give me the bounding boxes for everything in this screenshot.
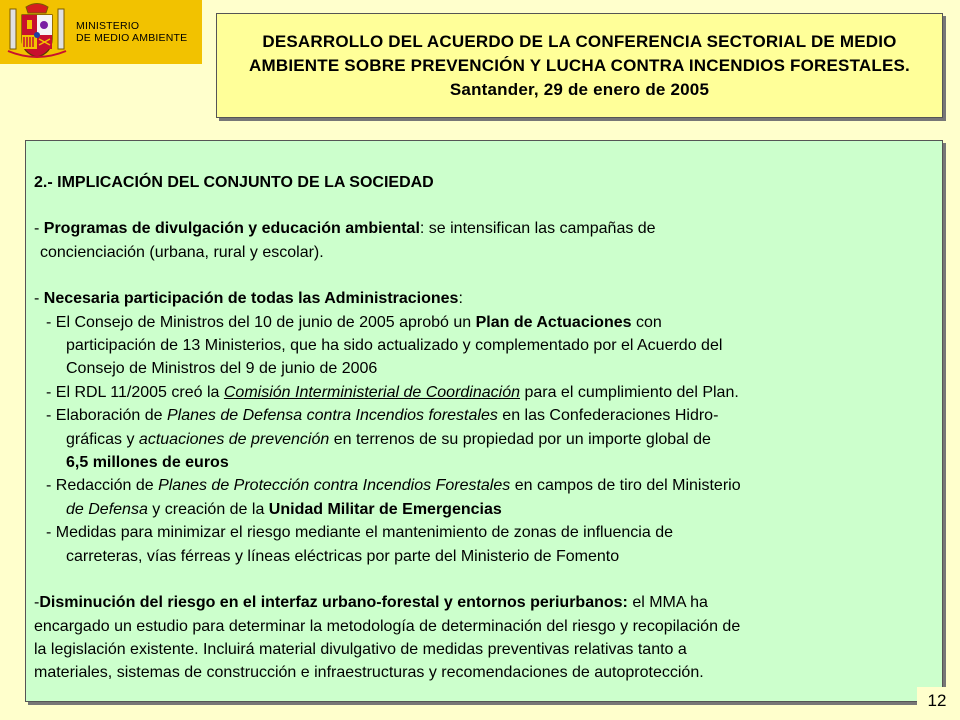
paragraph-interfaz-line4: materiales, sistemas de construcción e infraestructuras y recomendaciones de autoprotección. xyxy=(34,664,704,682)
logo-line2: DE MEDIO AMBIENTE xyxy=(76,32,188,44)
logo-line1: MINISTERIO xyxy=(76,20,140,32)
paragraph-interfaz-line2: encargado un estudio para determinar la metodología de determinación del riesgo y recopilación de xyxy=(34,617,741,635)
bullet-plan-actuaciones-line3: Consejo de Ministros del 9 de junio de 2006 xyxy=(66,360,378,378)
title-box xyxy=(216,13,943,118)
logo-text xyxy=(76,20,187,44)
content-box xyxy=(25,140,943,702)
paragraph-divulgacion: - Programas de divulgación y educación ambiental: se intensifican las campañas de xyxy=(34,220,656,238)
title-date: Santander, 29 de enero de 2005 xyxy=(449,79,710,99)
section-heading: 2.- IMPLICACIÓN DEL CONJUNTO DE LA SOCIEDAD xyxy=(34,174,434,191)
paragraph-interfaz-line3: la legislación existente. Incluirá material divulgativo de medidas preventivas relativas tanto a xyxy=(34,640,687,658)
bullet-planes-defensa: - Elaboración de Planes de Defensa contra Incendios forestales en las Confederaciones Hidro- xyxy=(46,407,719,425)
bullet-plan-actuaciones: - El Consejo de Ministros del 10 de junio de 2005 aprobó un Plan de Actuaciones con xyxy=(46,313,662,331)
coat-of-arms-icon xyxy=(6,1,68,63)
bullet-plan-actuaciones-line2: participación de 13 Ministerios, que ha sido actualizado y complementado por el Acuerdo del xyxy=(66,337,723,355)
paragraph-interfaz: -Disminución del riesgo en el interfaz urbano-forestal y entornos periurbanos: el MMA ha xyxy=(34,594,708,612)
bullet-planes-defensa-line2: gráficas y actuaciones de prevención en terrenos de su propiedad por un importe global de xyxy=(66,430,711,448)
title-main: DESARROLLO DEL ACUERDO DE LA CONFERENCIA SECTORIAL DE MEDIO AMBIENTE SOBRE PREVENCIÓN Y LUCHA CONTRA INCENDIOS FORESTALES. xyxy=(249,31,910,75)
page-number: 12 xyxy=(917,687,957,715)
paragraph-administraciones: - Necesaria participación de todas las Administraciones: xyxy=(34,290,463,308)
bullet-planes-proteccion-line2: de Defensa y creación de la Unidad Militar de Emergencias xyxy=(66,500,502,518)
bullet-medidas-line2: carreteras, vías férreas y líneas eléctricas por parte del Ministerio de Fomento xyxy=(66,547,620,565)
bullet-planes-defensa-line3: 6,5 millones de euros xyxy=(66,454,229,472)
ministry-logo xyxy=(0,0,202,64)
bullet-planes-proteccion: - Redacción de Planes de Protección contra Incendios Forestales en campos de tiro del Ministerio xyxy=(46,477,741,495)
bullet-rdl: - El RDL 11/2005 creó la Comisión Interministerial de Coordinación para el cumplimiento del Plan. xyxy=(46,383,739,401)
bullet-medidas: - Medidas para minimizar el riesgo mediante el mantenimiento de zonas de influencia de xyxy=(46,524,673,542)
paragraph-divulgacion-line2: concienciación (urbana, rural y escolar). xyxy=(40,243,324,261)
page-title xyxy=(227,30,932,102)
